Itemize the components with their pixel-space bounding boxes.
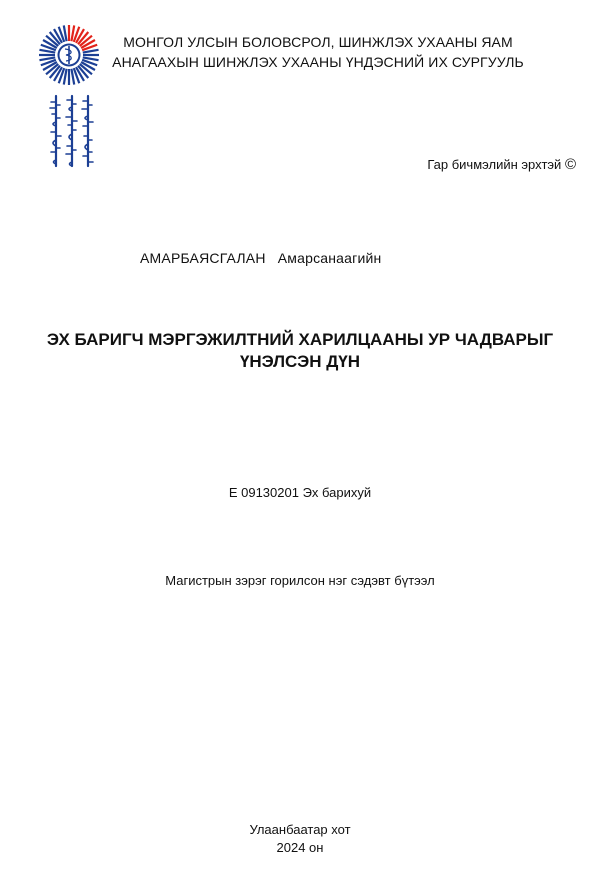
- copyright-notice: [380, 156, 576, 173]
- author-patronymic: Амарсанаагийн: [277, 250, 382, 266]
- copyright-icon: ©: [564, 156, 576, 173]
- thesis-title-line2: ҮНЭЛСЭН ДҮН: [239, 352, 361, 371]
- year: 2024 он: [276, 840, 324, 855]
- city-name: Улаанбаатар хот: [249, 822, 351, 837]
- place-and-year: [200, 821, 400, 857]
- degree-statement: Магистрын зэрэг горилсон нэг сэдэвт бүтээл: [165, 573, 435, 588]
- author-surname: АМАРБАЯСГАЛАН: [140, 250, 266, 266]
- thesis-title: [20, 329, 580, 373]
- specialty-code: E 09130201 Эх барихуй: [228, 485, 372, 500]
- ministry-name: МОНГОЛ УЛСЫН БОЛОВСРОЛ, ШИНЖЛЭХ УХААНЫ ЯАМ: [123, 34, 513, 50]
- university-name: АНАГААХЫН ШИНЖЛЭХ УХААНЫ ҮНДЭСНИЙ ИХ СУРГУУЛЬ: [112, 54, 524, 70]
- university-emblem-icon: [38, 24, 100, 86]
- ministry-university-header: [108, 32, 528, 72]
- mongolian-script-logotype: [44, 92, 100, 172]
- thesis-title-line1: ЭХ БАРИГЧ МЭРГЭЖИЛТНИЙ ХАРИЛЦААНЫ УР ЧАДВАРЫГ: [46, 330, 554, 349]
- author-name: [140, 250, 540, 266]
- copyright-text: Гар бичмэлийн эрхтэй: [427, 157, 562, 172]
